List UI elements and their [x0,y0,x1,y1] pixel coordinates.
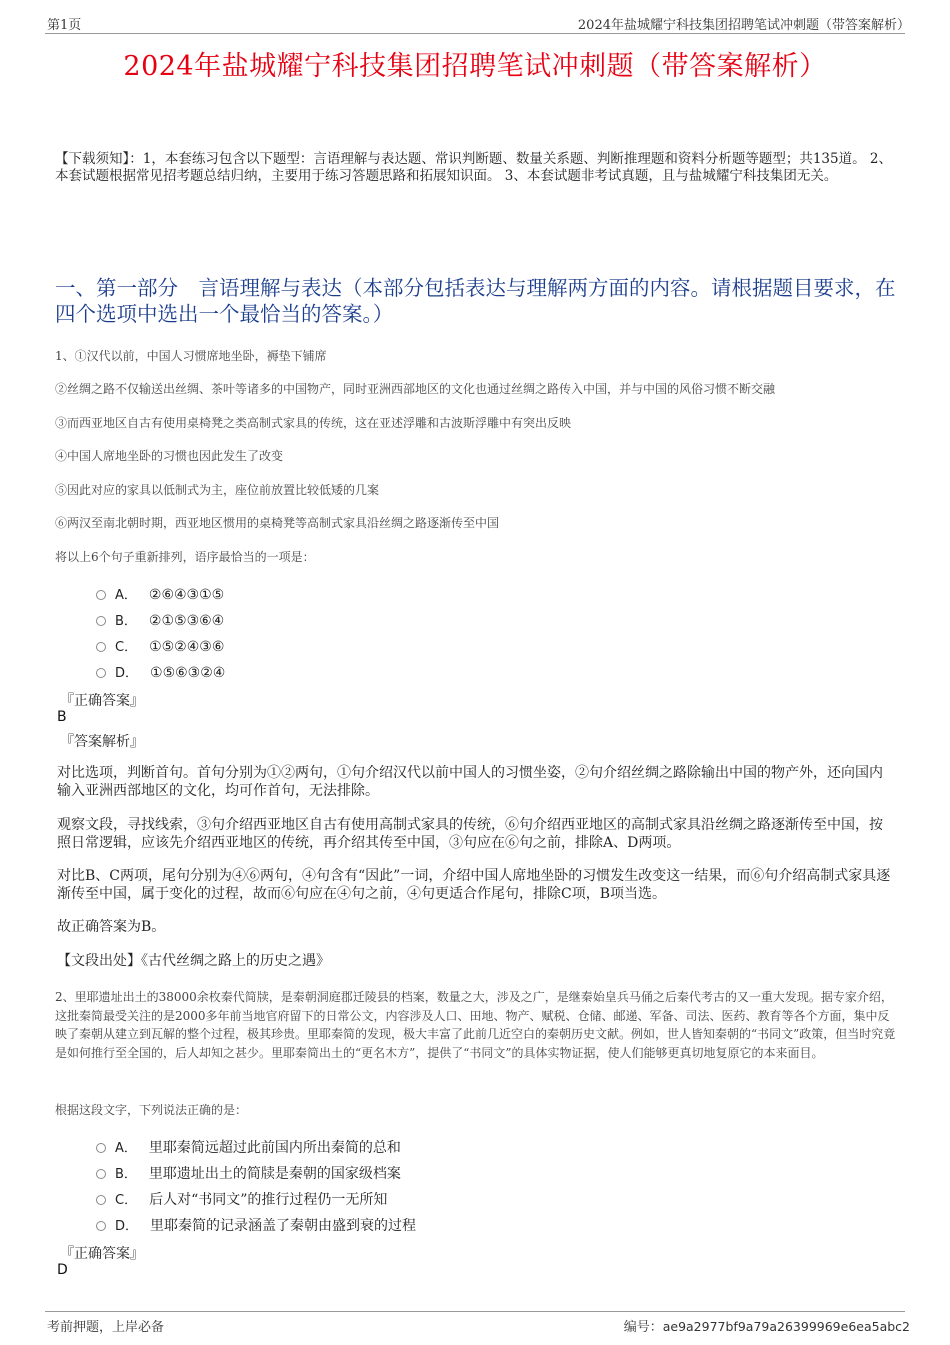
q1-analysis-3: 对比B、C两项，尾句分别为④⑥两句，④句含有“因此”一词，介绍中国人席地坐卧的习惯发生改变这一结果，而⑥句介绍高制式家具逐渐传至中国，属于变化的过程，故而⑥句应在④句之前，④句更适合作尾句，排除C项，B项当选。 [57,868,891,902]
option-text: 后人对“书同文”的推行过程仍一无所知 [149,1192,388,1208]
q1-line-4: ④中国人席地坐卧的习惯也因此发生了改变 [55,449,284,463]
option-letter: D． [115,666,139,681]
q1-option-a[interactable] [96,584,224,603]
footer-slogan: 考前押题，上岸必备 [47,1320,165,1335]
option-text: 里耶秦简的记录涵盖了秦朝由盛到衰的过程 [150,1218,417,1234]
radio-icon[interactable] [96,1143,106,1153]
header-divider [45,33,905,34]
section-heading: 一、第一部分 言语理解与表达（本部分包括表达与理解两方面的内容。请根据题目要求，在四个选项中选出一个最恰当的答案。） [55,276,896,326]
q1-line-6: ⑥两汉至南北朝时期，西亚地区惯用的桌椅凳等高制式家具沿丝绸之路逐渐传至中国 [55,516,500,530]
radio-icon[interactable] [96,642,106,652]
option-text: ①⑤②④③⑥ [149,639,225,655]
q1-analysis-4: 故正确答案为B。 [57,919,166,935]
q2-passage: 2、里耶遗址出土的38000余枚秦代简牍，是秦朝洞庭郡迁陵县的档案，数量之大，涉及之广，是继秦始皇兵马俑之后秦代考古的又一重大发现。据专家介绍，这批秦简最受关注的是2000多年前当地官府留下的日常公文，内容涉及人口、田地、物产、赋税、仓储、邮递、军备、司法、医药、教育等各个方面，集中反映了秦朝从建立到瓦解的整个过程，极其珍贵。里耶秦简的发现，极大丰富了此前几近空白的秦朝历史文献。例如，世人皆知秦朝的“书同文”政策，但当时究竟是如何推行至全国的，后人却知之甚少。里耶秦简出土的“更名木方”，提供了“书同文”的具体实物证据，使人们能够更真切地复原它的本来面目。 [55,990,896,1060]
footer-divider [45,1311,905,1312]
option-text: ①⑤⑥③②④ [150,665,226,681]
q1-option-d[interactable] [96,662,225,681]
footer-code-value: ae9a2977bf9a79a26399969e6ea5abc2 [662,1319,910,1334]
option-text: 里耶秦简远超过此前国内所出秦简的总和 [148,1140,401,1156]
footer-code-label: 编号： [623,1320,663,1335]
q1-question: 将以上6个句子重新排列，语序最恰当的一项是： [55,550,315,564]
q1-analysis-2: 观察文段，寻找线索，③句介绍西亚地区自古有使用高制式家具的传统，⑥句介绍西亚地区的高制式家具沿丝绸之路逐渐传至中国，按照日常逻辑，应该先介绍西亚地区的传统，再介绍其传至中国，③句应在⑥句之前，排除A、D两项。 [57,817,883,851]
option-letter: C． [115,1193,138,1208]
radio-icon[interactable] [96,590,106,600]
q1-line-1: 1、①汉代以前，中国人习惯席地坐卧，褥垫下铺席 [55,349,327,363]
option-text: ②①⑤③⑥④ [148,613,225,629]
page-number: 第1页 [47,18,82,33]
option-letter: B． [115,614,137,629]
q2-option-a[interactable] [96,1137,401,1157]
q1-line-2: ②丝绸之路不仅输送出丝绸、茶叶等诸多的中国物产，同时亚洲西部地区的文化也通过丝绸之路传入中国，并与中国的风俗习惯不断交融 [55,382,776,396]
q1-option-c[interactable] [96,636,224,655]
option-text: ②⑥④③①⑤ [148,587,225,603]
q2-option-d[interactable] [96,1215,416,1235]
q1-answer: B [57,709,67,725]
radio-icon[interactable] [96,616,106,626]
q1-answer-label: 『正确答案』 [60,693,144,709]
radio-icon[interactable] [96,1221,106,1231]
q2-option-b[interactable] [96,1163,401,1183]
option-letter: D． [115,1219,139,1234]
page-title: 2024年盐城耀宁科技集团招聘笔试冲刺题（带答案解析） [123,51,827,82]
option-letter: B． [115,1167,137,1182]
option-text: 里耶遗址出土的简牍是秦朝的国家级档案 [148,1166,401,1182]
option-letter: A． [115,588,137,603]
radio-icon[interactable] [96,1169,106,1179]
q2-answer-label: 『正确答案』 [60,1246,144,1262]
q1-line-3: ③而西亚地区自古有使用桌椅凳之类高制式家具的传统，这在亚述浮雕和古波斯浮雕中有突出反映 [55,416,572,430]
q1-option-b[interactable] [96,610,224,629]
q1-analysis-label: 『答案解析』 [60,734,144,750]
download-notice: 【下载须知】：1，本套练习包含以下题型：言语理解与表达题、常识判断题、数量关系题、判断推理题和资料分析题等题型；共135道。 2、本套试题根据常见招考题总结归纳，主要用于练习答题思路和拓展知识面。 3、本套试题非考试真题，且与盐城耀宁科技集团无关。 [55,151,892,184]
header-doc-title: 2024年盐城耀宁科技集团招聘笔试冲刺题（带答案解析） [577,18,910,33]
q2-option-c[interactable] [96,1189,387,1209]
q1-source: 【文段出处】《古代丝绸之路上的历史之遇》 [57,953,330,969]
q1-line-5: ⑤因此对应的家具以低制式为主，座位前放置比较低矮的几案 [55,483,380,497]
radio-icon[interactable] [96,668,106,678]
option-letter: C． [115,640,138,655]
q1-analysis-1: 对比选项，判断首句。首句分别为①②两句，①句介绍汉代以前中国人的习惯坐姿，②句介绍丝绸之路除输出中国的物产外，还向国内输入亚洲西部地区的文化，均可作首句，无法排除。 [57,765,883,799]
q2-question: 根据这段文字，下列说法正确的是： [55,1103,248,1117]
q2-answer: D [57,1262,68,1278]
option-letter: A． [115,1141,137,1156]
footer-code [624,1316,910,1335]
radio-icon[interactable] [96,1195,106,1205]
